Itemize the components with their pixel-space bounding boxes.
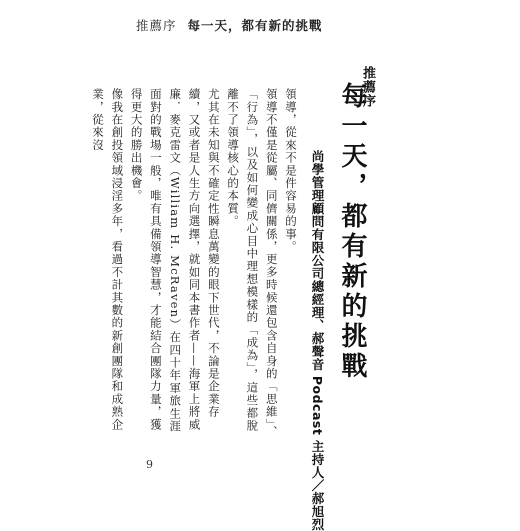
paragraph: 領導不僅是從屬、同儕關係，更多時候還包含自身的「思維」、「行為」，以及如何變成心目中理想模樣的「成為」，這些都脫離不了領導核心的本質。 xyxy=(226,88,279,438)
page-number: 9 xyxy=(146,458,153,471)
running-head-title: 每一天，都有新的挑戰 xyxy=(187,18,323,33)
section-label: 推薦序 xyxy=(360,66,375,108)
chapter-title: 每一天，都有新的挑戰 xyxy=(337,82,367,382)
body-text xyxy=(91,88,300,442)
paragraph: 尤其在未知與不確定性瞬息萬變的眼下世代，不論是企業存續，又或者是人生方向選擇，就如同本書作者——海軍上將威廉．麥克雷文（William H. McRaven）在四十年軍旅生涯面對的戰場一般，唯有具備領導智慧，才能結合團隊力量，獲得更大的勝出機會。 xyxy=(129,88,221,433)
running-head-label: 推薦序 xyxy=(136,18,177,33)
running-head xyxy=(136,16,323,34)
paragraph: 像我在創投領域浸淫多年，看過不計其數的新創團隊和成熟企業，從來沒 xyxy=(91,88,125,431)
author-byline: 尚學管理顧問有限公司總經理、郝聲音 Podcast 主持人／郝旭烈 xyxy=(310,150,325,531)
paragraph: 領導，從來不是件容易的事。 xyxy=(284,88,298,254)
